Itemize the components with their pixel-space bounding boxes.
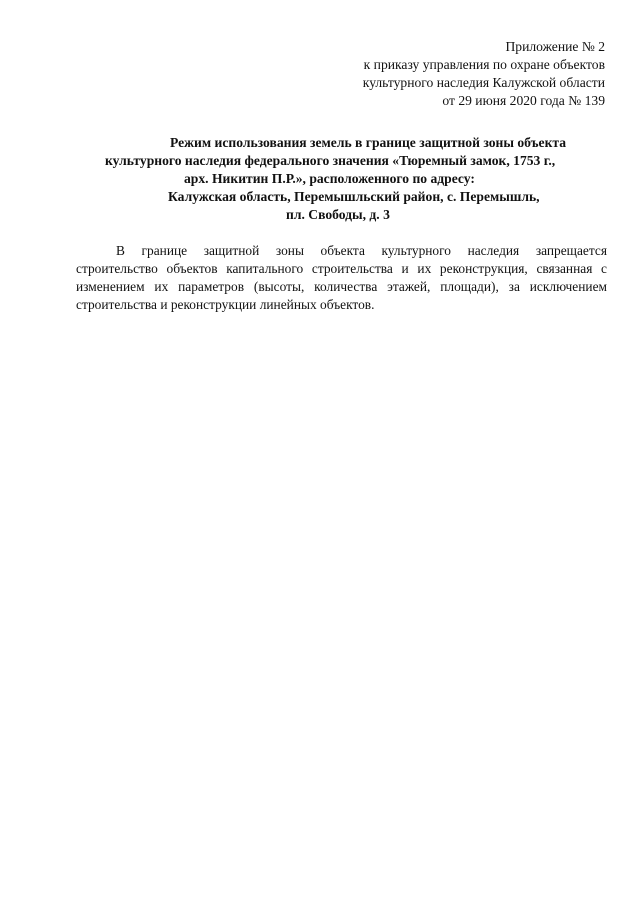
appendix-date: от 29 июня 2020 года № 139 xyxy=(442,93,605,108)
document-title xyxy=(60,134,620,224)
appendix-authority: культурного наследия Калужской области xyxy=(362,75,605,90)
title-line-4: Калужская область, Перемышльский район, с. Перемышль, xyxy=(168,189,540,204)
body-line-4: строительства и реконструкции линейных объектов. xyxy=(76,297,375,312)
appendix-number: Приложение № 2 xyxy=(505,39,605,54)
appendix-header xyxy=(285,38,605,110)
body-line-3: изменением их параметров (высоты, количества этажей, площади), за исключением xyxy=(76,279,607,294)
body-line-1: В границе защитной зоны объекта культурного наследия запрещается xyxy=(116,243,607,258)
body-line-2: строительство объектов капитального строительства и их реконструкция, связанная с xyxy=(76,261,607,276)
title-line-1: Режим использования земель в границе защитной зоны объекта xyxy=(170,135,567,150)
title-line-5: пл. Свободы, д. 3 xyxy=(286,207,390,222)
appendix-order-ref: к приказу управления по охране объектов xyxy=(363,57,605,72)
title-line-2: культурного наследия федерального значения «Тюремный замок, 1753 г., xyxy=(105,153,556,168)
title-line-3: арх. Никитин П.Р.», расположенного по адресу: xyxy=(184,171,475,186)
body-paragraph xyxy=(76,242,607,314)
